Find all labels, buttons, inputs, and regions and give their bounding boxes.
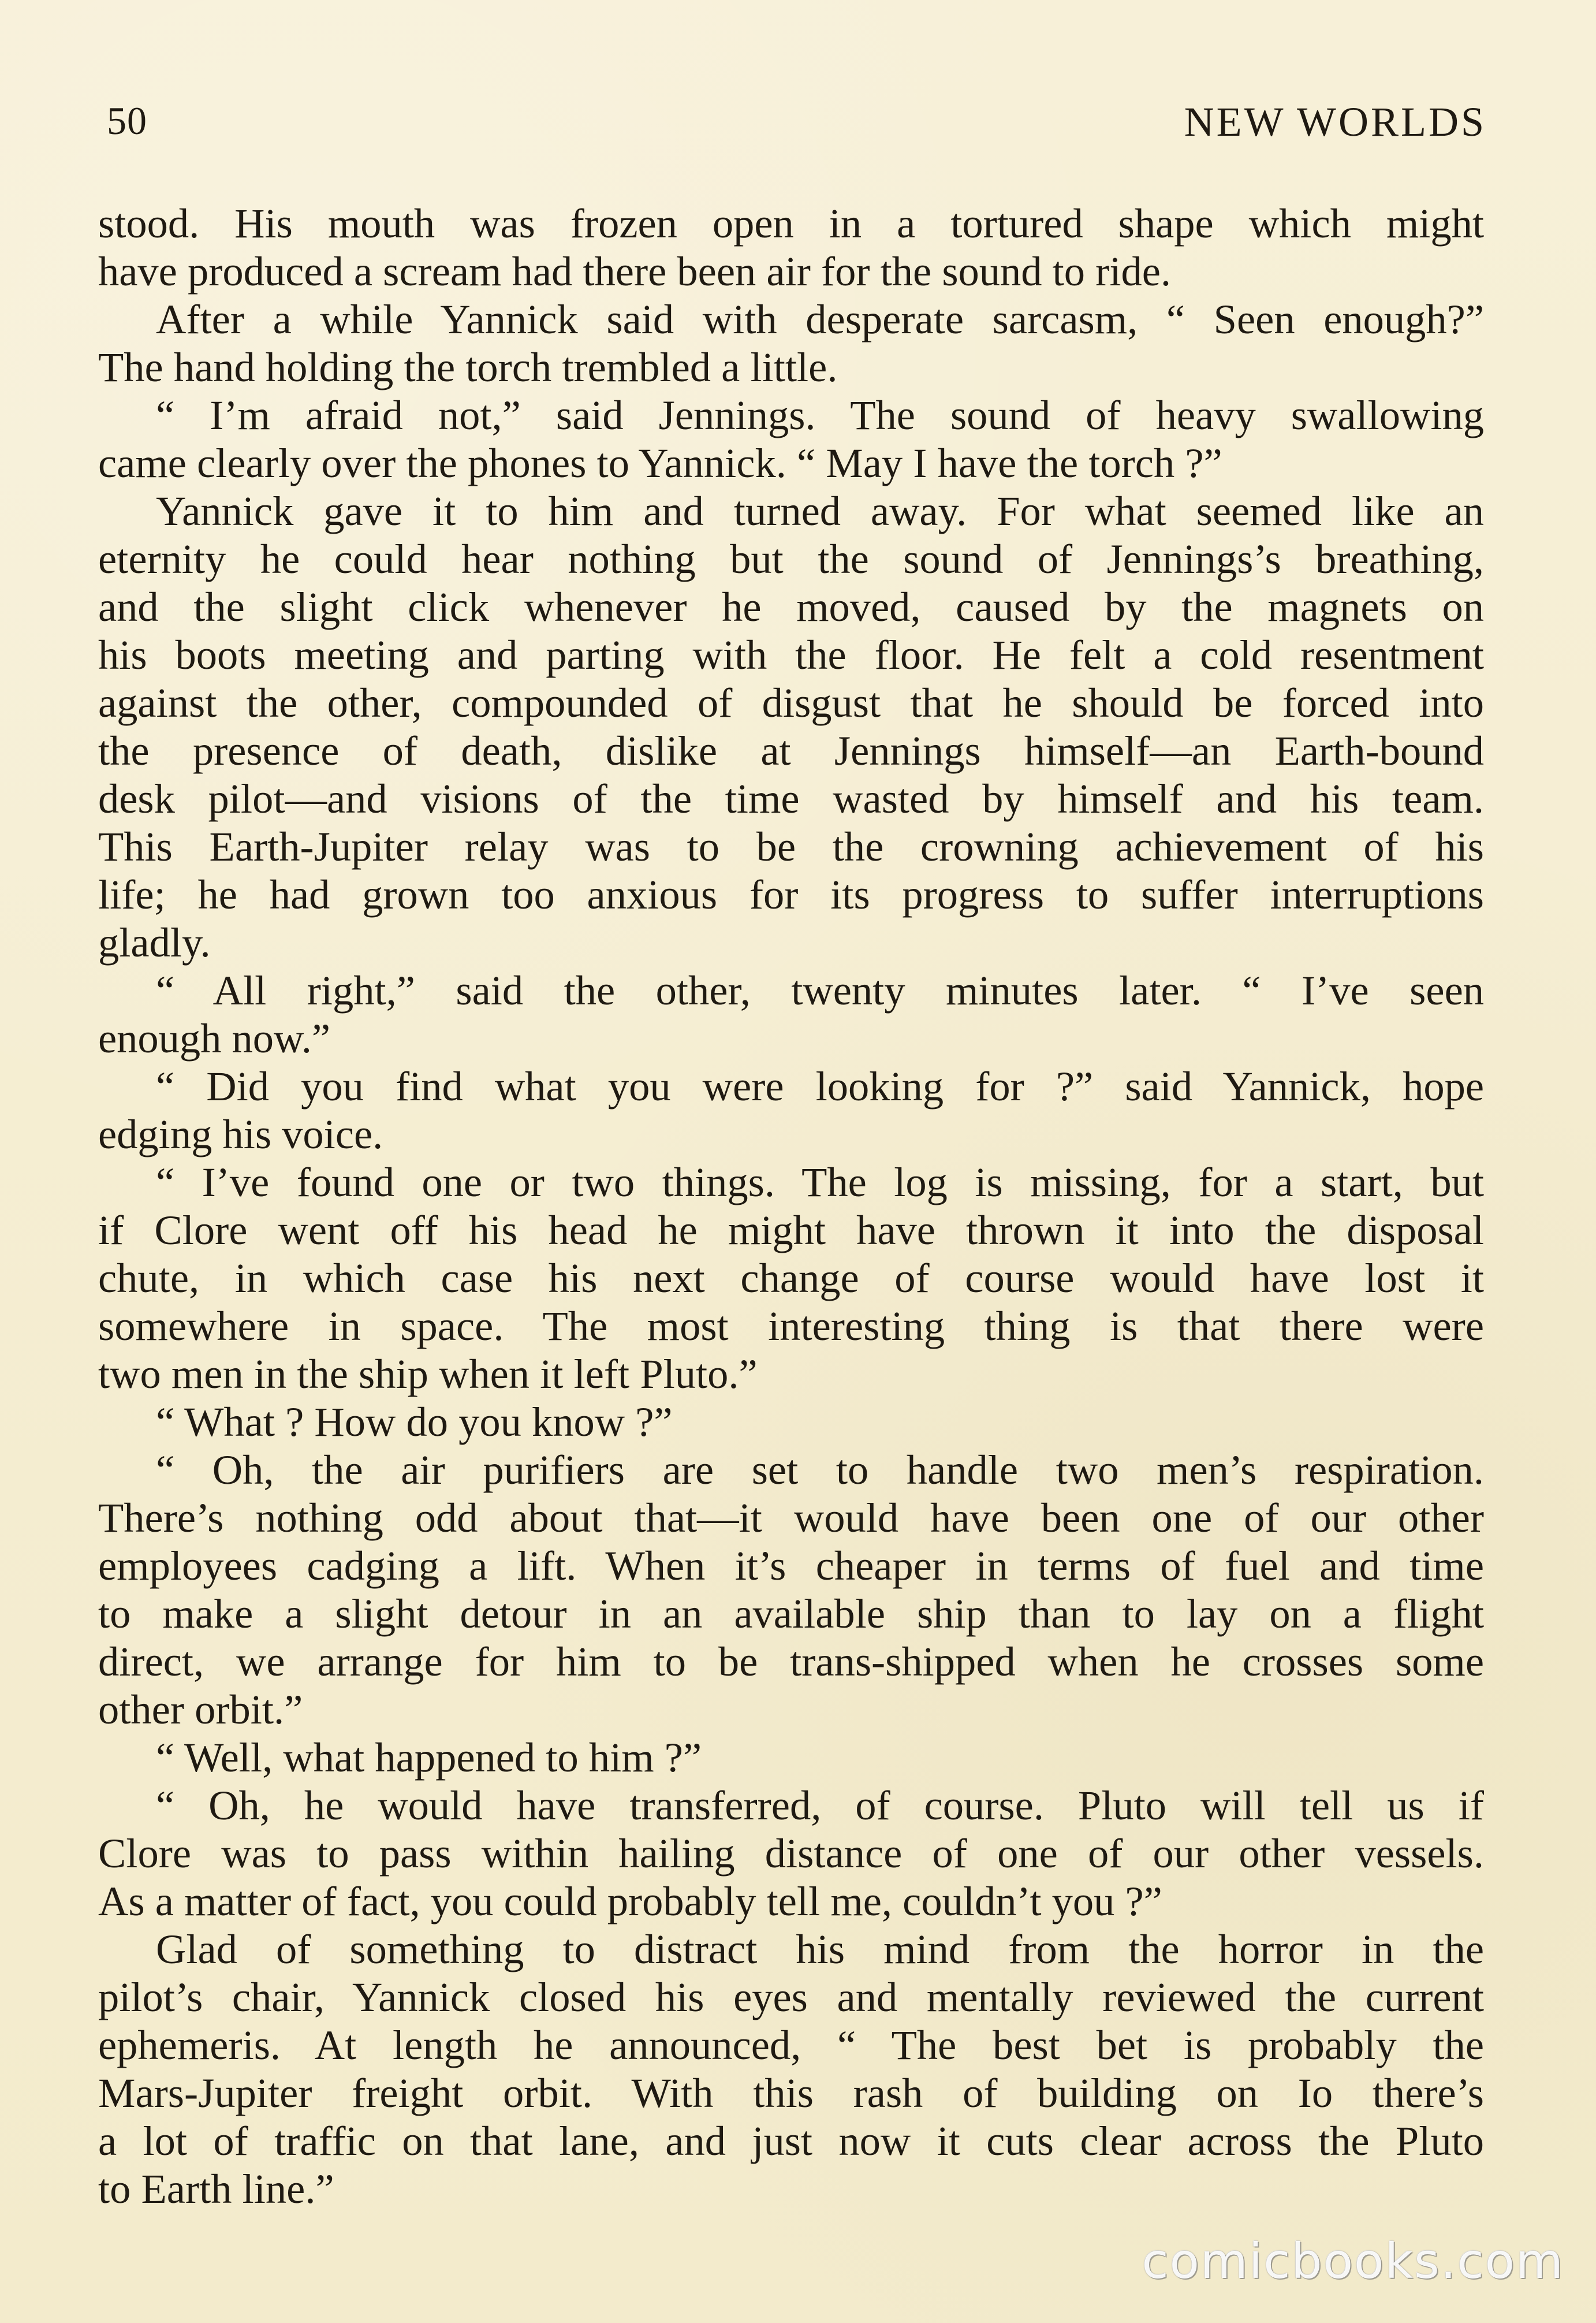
- text-line: employees cadging a lift. When it’s cheaper in terms of fuel and time: [98, 1542, 1484, 1589]
- text-line: “ Oh, he would have transferred, of course. Pluto will tell us if: [156, 1782, 1484, 1829]
- text-line: Mars-Jupiter freight orbit. With this rash of building on Io there’s: [98, 2069, 1484, 2116]
- text-line: direct, we arrange for him to be trans-shipped when he crosses some: [98, 1638, 1484, 1685]
- text-line: Yannick gave it to him and turned away. For what seemed like an: [156, 487, 1484, 534]
- text-line: desk pilot—and visions of the time wasted by himself and his team.: [98, 775, 1484, 822]
- text-line: came clearly over the phones to Yannick. “ May I have the torch ?”: [98, 440, 1222, 486]
- text-line: and the slight click whenever he moved, caused by the magnets on: [98, 583, 1484, 630]
- text-line: The hand holding the torch trembled a little.: [98, 344, 838, 390]
- text-line: gladly.: [98, 919, 211, 966]
- text-line: his boots meeting and parting with the floor. He felt a cold resentment: [98, 631, 1484, 678]
- text-line: “ I’m afraid not,” said Jennings. The sound of heavy swallowing: [156, 392, 1484, 438]
- site-watermark: comicbooks.com: [1142, 2233, 1564, 2290]
- text-line: chute, in which case his next change of course would have lost it: [98, 1254, 1484, 1301]
- text-line: two men in the ship when it left Pluto.”: [98, 1350, 758, 1397]
- text-line: Clore was to pass within hailing distance of one of our other vessels.: [98, 1830, 1484, 1877]
- text-line: “ What ? How do you know ?”: [156, 1398, 673, 1445]
- text-line: “ Oh, the air purifiers are set to handle two men’s respiration.: [156, 1446, 1484, 1493]
- text-line: to Earth line.”: [98, 2165, 334, 2212]
- text-line: ephemeris. At length he announced, “ The best bet is probably the: [98, 2022, 1484, 2068]
- page-number: 50: [107, 99, 147, 143]
- text-line: if Clore went off his head he might have thrown it into the disposal: [98, 1207, 1484, 1253]
- text-line: enough now.”: [98, 1015, 331, 1062]
- text-line: the presence of death, dislike at Jennings himself—an Earth-bound: [98, 727, 1484, 774]
- text-line: other orbit.”: [98, 1686, 303, 1733]
- text-line: “ I’ve found one or two things. The log is missing, for a start, but: [156, 1159, 1484, 1205]
- text-line: There’s nothing odd about that—it would have been one of our other: [98, 1494, 1484, 1541]
- text-line: pilot’s chair, Yannick closed his eyes and mentally reviewed the current: [98, 1974, 1484, 2020]
- text-line: edging his voice.: [98, 1111, 383, 1157]
- text-line: “ All right,” said the other, twenty minutes later. “ I’ve seen: [156, 967, 1484, 1014]
- running-head: NEW WORLDS: [1184, 99, 1486, 145]
- text-line: a lot of traffic on that lane, and just now it cuts clear across the Pluto: [98, 2117, 1484, 2164]
- text-line: somewhere in space. The most interesting thing is that there were: [98, 1302, 1484, 1349]
- page-header: [107, 98, 1486, 156]
- text-line: “ Well, what happened to him ?”: [156, 1734, 702, 1781]
- text-line: eternity he could hear nothing but the sound of Jennings’s breathing,: [98, 535, 1484, 582]
- text-line: stood. His mouth was frozen open in a tortured shape which might: [98, 200, 1484, 247]
- text-line: against the other, compounded of disgust that he should be forced into: [98, 679, 1484, 726]
- text-line: After a while Yannick said with desperate sarcasm, “ Seen enough?”: [156, 296, 1484, 343]
- story-text: [98, 199, 1484, 2213]
- text-line: life; he had grown too anxious for its progress to suffer interruptions: [98, 871, 1484, 918]
- text-line: This Earth-Jupiter relay was to be the crowning achievement of his: [98, 823, 1484, 870]
- text-line: As a matter of fact, you could probably tell me, couldn’t you ?”: [98, 1878, 1162, 1924]
- text-line: “ Did you find what you were looking for ?” said Yannick, hope: [156, 1063, 1484, 1110]
- text-line: Glad of something to distract his mind from the horror in the: [156, 1926, 1484, 1972]
- text-line: to make a slight detour in an available ship than to lay on a flight: [98, 1590, 1484, 1637]
- text-line: have produced a scream had there been air for the sound to ride.: [98, 248, 1172, 295]
